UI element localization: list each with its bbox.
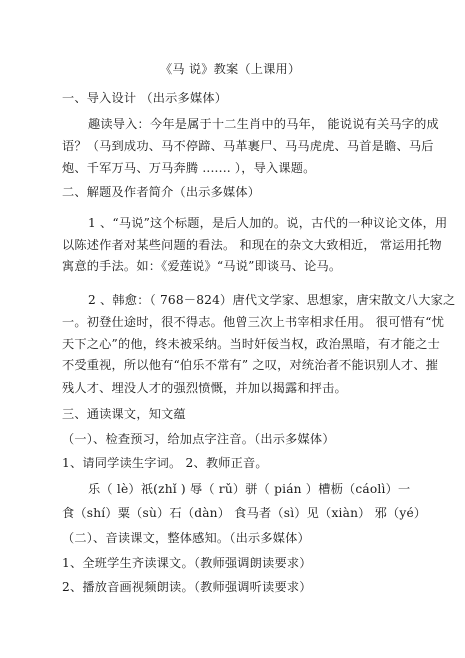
document-title: 《马 说》教案（上课用） xyxy=(160,62,301,76)
paragraph-line: 趣读导入：今年是属于十二生肖中的马年， 能说说有关马字的成 xyxy=(88,117,439,131)
pinyin-line: 乐（ lè）祇(zhǐ ) 辱（ rǔ）骈（ pián ）槽枥（cáolì）一 xyxy=(88,482,411,496)
pinyin-line: 食（shí）粟（sù）石（dàn） 食马者（sì）见（xiàn） 邪（yé） xyxy=(62,506,427,520)
paragraph-line: 残人才、埋没人才的强烈愤慨，并加以揭露和抨击。 xyxy=(62,381,347,395)
paragraph-line: 一。初登仕途时，很不得志。他曾三次上书宰相求任用。 很可惜有“忧 xyxy=(62,315,445,329)
paragraph-line: 寓意的手法。如：《爱莲说》“马说”即谈马、论马。 xyxy=(62,259,342,273)
subsection-heading-preview: （一）、检查预习，给加点字注音。（出示多媒体） xyxy=(62,432,335,446)
paragraph-line: 不受重视，所以他有“伯乐不常有” 之叹，对统治者不能识别人才、摧 xyxy=(62,358,439,372)
paragraph-line: 以陈述作者对某些问题的看法。 和现在的杂文大致相近， 常运用托物 xyxy=(62,238,442,252)
paragraph-line: 2、播放音画视频朗读。（教师强调听读要求） xyxy=(62,580,312,594)
section-heading-intro: 一、导入设计 （出示多媒体） xyxy=(62,91,228,105)
paragraph-line: 语？（马到成功、马不停蹄、马革裹尸、马马虎虎、马首是瞻、马后 xyxy=(62,139,434,153)
section-heading-author: 二、解题及作者简介（出示多媒体） xyxy=(62,185,261,199)
paragraph-line: 2 、韩愈：（ 768－824）唐代文学家、思想家，唐宋散文八大家之 xyxy=(88,293,456,307)
paragraph-line: 1、请同学读生字词。 2、教师正音。 xyxy=(62,456,268,470)
paragraph-line: 天下之心”的他，终未被采纳。当时奸佞当权，政治黑暗，有才能之士 xyxy=(62,337,441,351)
paragraph-line: 炮、千军万马、万马奔腾 ....... ），导入课题。 xyxy=(62,161,316,175)
paragraph-line: 1 、“马说”这个标题，是后人加的。说，古代的一种议论文体，用 xyxy=(88,216,448,230)
section-heading-reading: 三、通读课文，知文蕴 xyxy=(62,407,186,421)
subsection-heading-read-aloud: （二）、音读课文，整体感知。（出示多媒体） xyxy=(62,531,310,545)
paragraph-line: 1、全班学生齐读课文。（教师强调朗读要求） xyxy=(62,556,312,570)
